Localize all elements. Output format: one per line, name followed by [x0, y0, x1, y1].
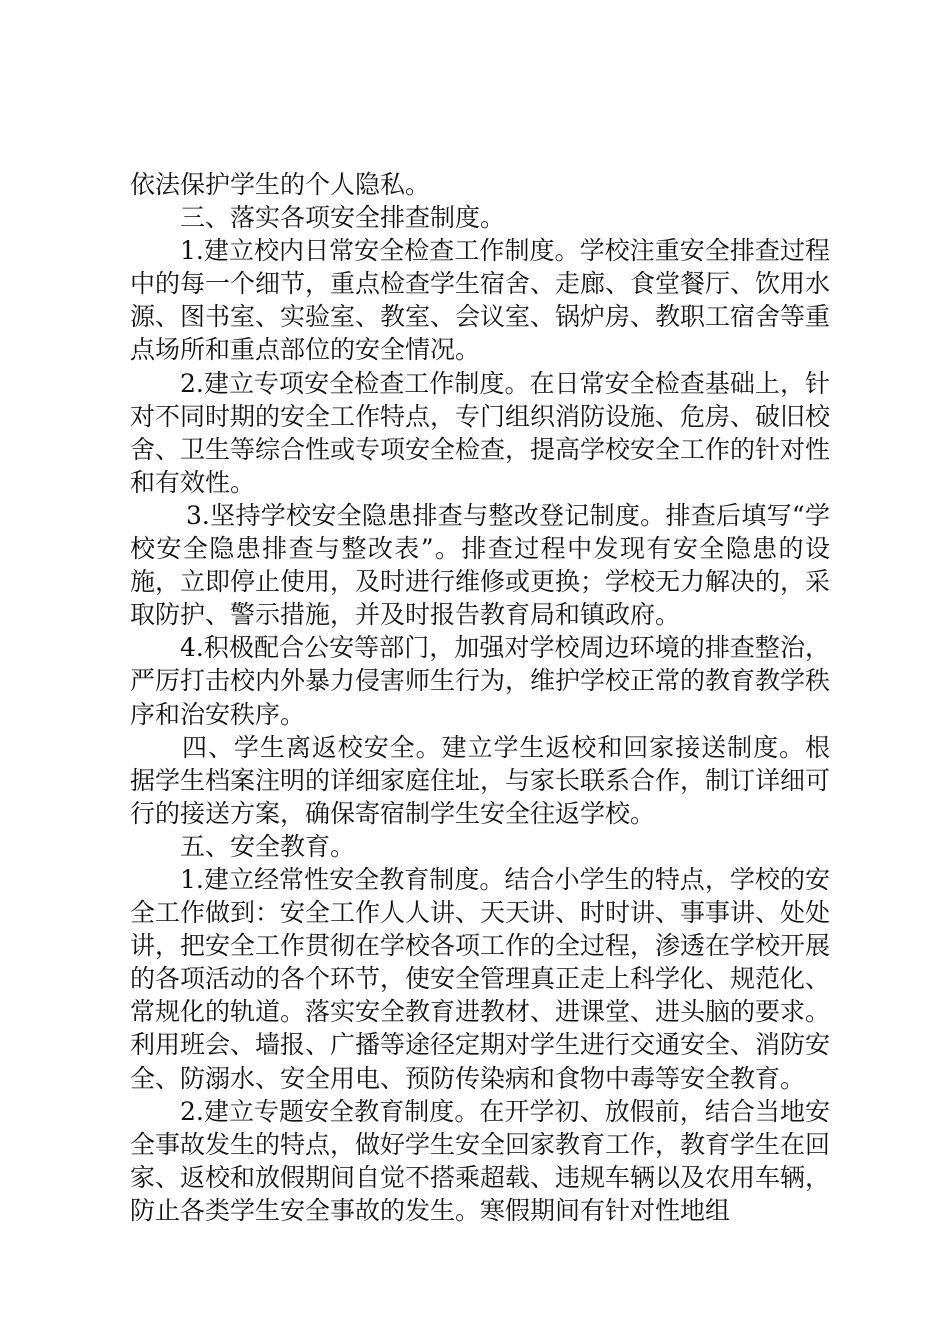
paragraph-regular-education: 1.建立经常性安全教育制度。结合小学生的特点，学校的安全工作做到：安全工作人人讲、天天讲、时时讲、事事讲、处处讲，把安全工作贯彻在学校各项工作的全过程，渗透在学校开展的各项活动的各个环节，使安全管理真正走上科学化、规范化、常规化的轨道。落实安全教育进教材、进课堂、进头脑的要求。利用班会、墙报、广播等途径定期对学生进行交通安全、消防安全、防溺水、安全用电、预防传染病和食物中毒等安全教育。: [130, 864, 831, 1093]
paragraph-privacy-continuation: 依法保护学生的个人隐私。: [130, 170, 431, 199]
paragraph-special-education: 2.建立专题安全教育制度。在开学初、放假前，结合当地安全事故发生的特点，做好学生安全回家教育工作，教育学生在回家、返校和放假期间自觉不搭乘超载、违规车辆以及农用车辆，防止各类学生安全事故的发生。寒假期间有针对性地组: [130, 1096, 831, 1225]
paragraph-section-four-travel: 四、学生离返校安全。建立学生返校和回家接送制度。根据学生档案注明的详细家庭住址，与家长联系合作，制订详细可行的接送方案，确保寄宿制学生安全往返学校。: [130, 732, 831, 828]
document-page: [130, 168, 830, 1227]
paragraph-police-cooperation: 4.积极配合公安等部门，加强对学校周边环境的排查整治，严厉打击校内外暴力侵害师生行为，维护学校正常的教育教学秩序和治安秩序。: [130, 633, 831, 729]
heading-section-three: 三、落实各项安全排查制度。: [180, 203, 506, 233]
paragraph-hazard-registration: 3.坚持学校安全隐患排查与整改登记制度。排查后填写“学校安全隐患排查与整改表”。排查过程中发现有安全隐患的设施，立即停止使用，及时进行维修或更换；学校无力解决的，采取防护、警示措施，并及时报告教育局和镇政府。: [130, 500, 831, 630]
paragraph-special-inspection: 2.建立专项安全检查工作制度。在日常安全检查基础上，针对不同时期的安全工作特点，专门组织消防设施、危房、破旧校舍、卫生等综合性或专项安全检查，提高学校安全工作的针对性和有效性。: [130, 368, 831, 497]
paragraph-daily-inspection: 1.建立校内日常安全检查工作制度。学校注重安全排查过程中的每一个细节，重点检查学生宿舍、走廊、食堂餐厅、饮用水源、图书室、实验室、教室、会议室、锅炉房、教职工宿舍等重点场所和重点部位的安全情况。: [130, 236, 831, 365]
heading-section-five: 五、安全教育。: [180, 831, 356, 861]
